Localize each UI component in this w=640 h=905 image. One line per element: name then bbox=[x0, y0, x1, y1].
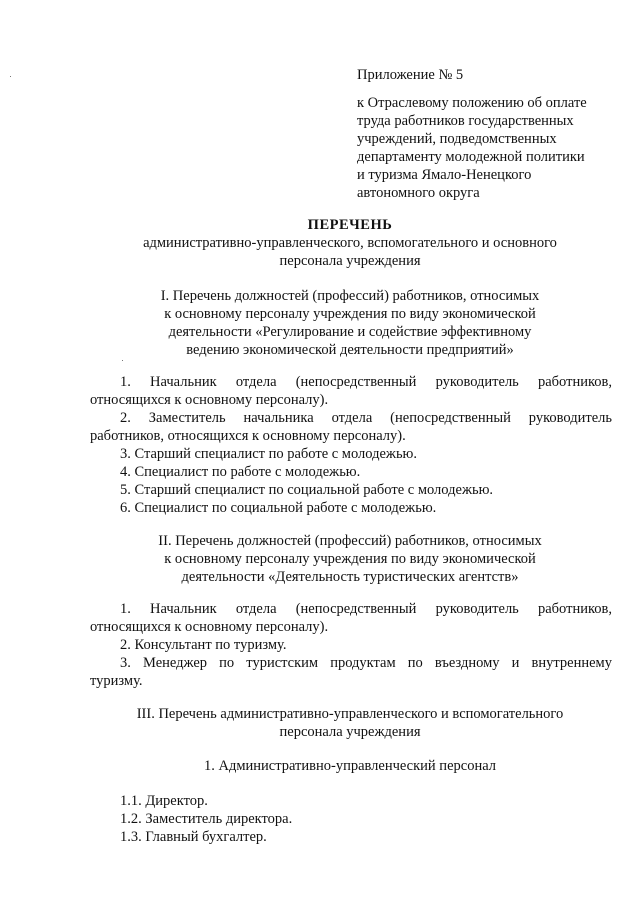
appendix-line: к Отраслевому положению об оплате bbox=[357, 95, 587, 111]
scan-speck bbox=[10, 76, 11, 77]
list-item: 6. Специалист по социальной работе с молодежью. bbox=[120, 500, 437, 516]
section-3-subheading-block bbox=[90, 757, 610, 775]
list-item-line: 1. Начальник отдела (непосредственный руководитель работников, bbox=[120, 601, 612, 617]
list-item: 1.2. Заместитель директора. bbox=[120, 811, 293, 827]
section-1-list bbox=[90, 373, 612, 517]
appendix-line: автономного округа bbox=[357, 185, 480, 201]
section-heading-line: к основному персоналу учреждения по виду экономической bbox=[164, 551, 536, 567]
list-item-line: 2. Заместитель начальника отдела (непосредственный руководитель bbox=[120, 410, 612, 426]
section-3-heading bbox=[90, 705, 610, 741]
list-item: 5. Старший специалист по социальной работе с молодежью. bbox=[120, 482, 494, 498]
appendix-line: и туризма Ямало-Ненецкого bbox=[357, 167, 532, 183]
list-item-line: 1. Начальник отдела (непосредственный руководитель работников, bbox=[120, 374, 612, 390]
section-heading-line: деятельности «Регулирование и содействие эффективному bbox=[168, 324, 532, 340]
section-subheading: 1. Административно-управленческий персонал bbox=[203, 758, 497, 774]
list-item bbox=[90, 373, 612, 409]
section-heading-line: деятельности «Деятельность туристических агентств» bbox=[181, 569, 519, 585]
appendix-title: Приложение № 5 bbox=[357, 67, 464, 83]
appendix-line: труда работников государственных bbox=[357, 113, 574, 129]
list-item bbox=[90, 600, 612, 636]
document-heading bbox=[90, 216, 610, 270]
appendix-line: департаменту молодежной политики bbox=[357, 149, 585, 165]
list-item-line: туризму. bbox=[90, 673, 143, 689]
list-item: 4. Специалист по работе с молодежью. bbox=[120, 464, 361, 480]
section-heading-line: к основному персоналу учреждения по виду экономической bbox=[164, 306, 536, 322]
section-heading-line: III. Перечень административно-управленческого и вспомогательного bbox=[136, 706, 564, 722]
document-subtitle-line: административно-управленческого, вспомогательного и основного bbox=[143, 235, 557, 251]
document-title: ПЕРЕЧЕНЬ bbox=[307, 217, 393, 233]
appendix-block bbox=[357, 66, 627, 202]
section-1-heading bbox=[90, 287, 610, 359]
list-item bbox=[90, 409, 612, 445]
list-item: 2. Консультант по туризму. bbox=[120, 637, 287, 653]
section-heading-line: II. Перечень должностей (профессий) работников, относимых bbox=[158, 533, 542, 549]
document-subtitle-line: персонала учреждения bbox=[279, 253, 421, 269]
section-2-list bbox=[90, 600, 612, 690]
section-heading-line: I. Перечень должностей (профессий) работников, относимых bbox=[160, 288, 540, 304]
list-item bbox=[90, 654, 612, 690]
list-item-line: относящихся к основному персоналу). bbox=[90, 619, 329, 635]
scan-speck bbox=[122, 360, 123, 361]
list-item: 1.3. Главный бухгалтер. bbox=[120, 829, 267, 845]
section-heading-line: ведению экономической деятельности предприятий» bbox=[186, 342, 514, 358]
section-2-heading bbox=[90, 532, 610, 586]
appendix-line: учреждений, подведомственных bbox=[357, 131, 557, 147]
list-item-line: относящихся к основному персоналу). bbox=[90, 392, 329, 408]
section-3-list bbox=[90, 792, 612, 846]
list-item-line: 3. Менеджер по туристским продуктам по въездному и внутреннему bbox=[120, 655, 612, 671]
list-item: 3. Старший специалист по работе с молодежью. bbox=[120, 446, 418, 462]
section-heading-line: персонала учреждения bbox=[279, 724, 421, 740]
list-item: 1.1. Директор. bbox=[120, 793, 208, 809]
list-item-line: работников, относящихся к основному персоналу). bbox=[90, 428, 406, 444]
